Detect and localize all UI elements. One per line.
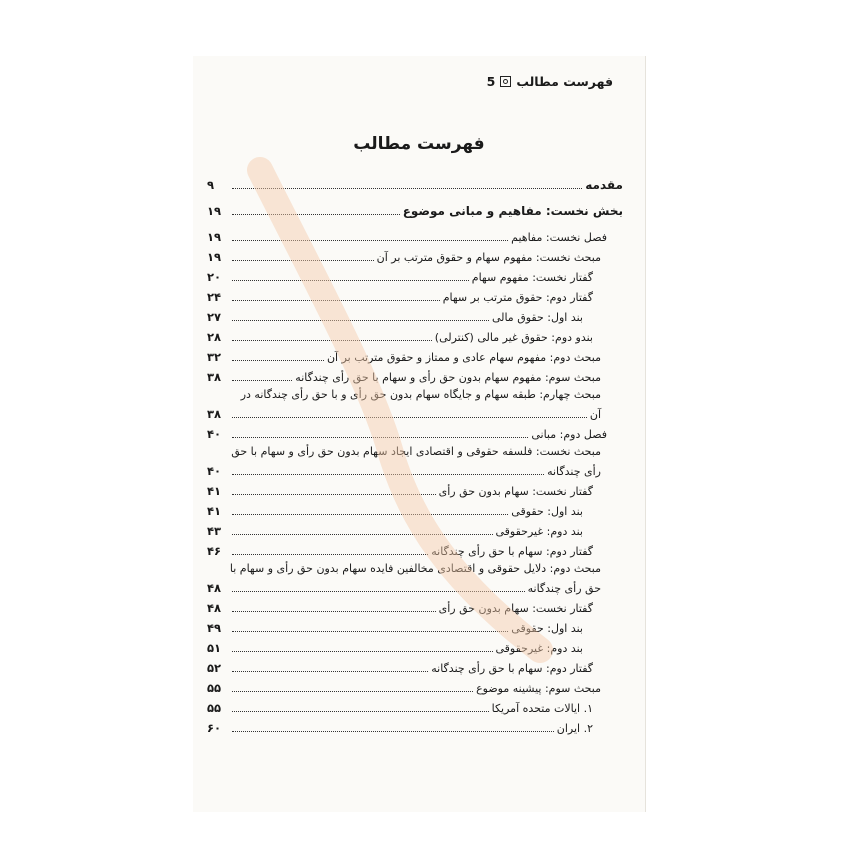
toc-entry[interactable] [207, 697, 623, 717]
toc-entry[interactable] [207, 560, 623, 597]
toc-entry[interactable] [207, 500, 623, 520]
toc-page-number: ۵۵ [207, 681, 222, 695]
toc-entry[interactable] [207, 366, 623, 386]
toc-entry[interactable] [207, 174, 623, 194]
toc-page-number: ۳۸ [207, 370, 222, 384]
dot-leader [232, 360, 324, 361]
dot-leader [232, 494, 436, 495]
toc-entry[interactable] [207, 540, 623, 560]
dot-leader [232, 611, 436, 612]
toc-entry-label: مبحث دوم: دلایل حقوقی و اقتصادی مخالفین فایده سهام بدون حق رأی و سهام با [229, 562, 601, 575]
toc-page-number: ۴۳ [207, 524, 222, 538]
toc-entry-label: مبحث چهارم: طبقه سهام و جایگاه سهام بدون حق رأی و با حق رأی چندگانه در [240, 388, 601, 401]
dot-leader [232, 340, 432, 341]
toc-entry-label: ۲. ایران [556, 722, 593, 735]
ornament-icon [500, 76, 511, 87]
dot-leader [232, 300, 440, 301]
toc-entry-label: بند اول: حقوق مالی [491, 311, 583, 324]
toc-entry-label-continued: رأی چندگانه [547, 465, 601, 478]
dot-leader [232, 691, 473, 692]
toc-page-number: ۵۵ [207, 701, 222, 715]
toc-entry[interactable] [207, 677, 623, 697]
toc-entry-label: بند اول: حقوقی [511, 622, 583, 635]
toc-entry-label: مبحث سوم: مفهوم سهام بدون حق رأی و سهام با حق رأی چندگانه [295, 371, 601, 384]
toc-entry[interactable] [207, 226, 623, 246]
toc-entry-label: گفتار نخست: سهام بدون حق رأی [438, 485, 593, 498]
toc-entry[interactable] [207, 617, 623, 637]
toc-entry-label: مبحث نخست: فلسفه حقوقی و اقتصادی ایجاد سهام بدون حق رأی و سهام با حق [231, 445, 601, 458]
dot-leader [232, 474, 544, 475]
dot-leader [232, 240, 508, 241]
toc-page-number: ۱۹ [207, 230, 222, 244]
toc-entry-label: بند اول: حقوقی [511, 505, 583, 518]
toc-page-number: ۲۸ [207, 330, 222, 344]
toc-page-number: ۴۶ [207, 544, 222, 558]
toc-entry[interactable] [207, 597, 623, 617]
toc-entry[interactable] [207, 200, 623, 220]
toc-entry-label: مقدمه [585, 178, 623, 192]
dot-leader [232, 711, 489, 712]
dot-leader [232, 214, 400, 215]
toc-entry-label: گفتار نخست: سهام بدون حق رأی [438, 602, 593, 615]
toc-entry-label-continued: حق رأی چندگانه [527, 582, 601, 595]
dot-leader [232, 731, 554, 732]
dot-leader [232, 554, 428, 555]
toc-entry-label: بند دوم: غیرحقوقی [495, 525, 583, 538]
toc-entry[interactable] [207, 520, 623, 540]
toc-page-number: ۲۰ [207, 270, 222, 284]
toc-page-number: ۲۴ [207, 290, 222, 304]
toc-entry[interactable] [207, 480, 623, 500]
running-head-title: فهرست مطالب [516, 74, 613, 89]
page-title: فهرست مطالب [353, 134, 485, 154]
toc-entry-label: بندو دوم: حقوق غیر مالی (کنترلی) [434, 331, 593, 344]
toc-page-number: ۴۰ [207, 464, 222, 478]
dot-leader [232, 437, 528, 438]
toc-entry-label-continued: آن [589, 408, 601, 421]
toc-entry-label: فصل نخست: مفاهیم [511, 231, 607, 244]
toc-entry[interactable] [207, 443, 623, 480]
toc-entry[interactable] [207, 423, 623, 443]
toc-entry[interactable] [207, 346, 623, 366]
toc-entry-label: ۱. ایالات متحده آمریکا [491, 702, 593, 715]
toc-entry-label: مبحث نخست: مفهوم سهام و حقوق مترتب بر آن [376, 251, 601, 264]
toc-page-number: ۵۱ [207, 641, 222, 655]
toc-page-number: ۱۹ [207, 250, 222, 264]
toc-page-number: ۲۷ [207, 310, 222, 324]
toc-entry[interactable] [207, 717, 623, 737]
toc-page-number: ۴۱ [207, 504, 222, 518]
toc-entry[interactable] [207, 306, 623, 326]
toc-page-number: ۴۸ [207, 601, 222, 615]
toc-entry[interactable] [207, 386, 623, 423]
toc-page-number: ۱۹ [207, 204, 222, 218]
dot-leader [232, 514, 508, 515]
dot-leader [232, 534, 493, 535]
toc-page-number: ۶۰ [207, 721, 222, 735]
running-head-page-number: 5 [486, 74, 496, 89]
toc-page-number: ۳۸ [207, 407, 222, 421]
toc-entry[interactable] [207, 637, 623, 657]
toc-entry-label: گفتار نخست: مفهوم سهام [471, 271, 593, 284]
toc-entry-label: مبحث دوم: مفهوم سهام عادی و ممتاز و حقوق مترتب بر آن [326, 351, 601, 364]
table-of-contents [207, 174, 623, 737]
toc-entry[interactable] [207, 266, 623, 286]
toc-page-number: ۴۸ [207, 581, 222, 595]
dot-leader [232, 260, 374, 261]
running-head [487, 74, 613, 89]
toc-entry[interactable] [207, 286, 623, 306]
dot-leader [232, 671, 428, 672]
toc-entry[interactable] [207, 326, 623, 346]
toc-entry-label: بند دوم: غیرحقوقی [495, 642, 583, 655]
dot-leader [232, 320, 489, 321]
dot-leader [232, 651, 493, 652]
toc-entry-label: گفتار دوم: سهام با حق رأی چندگانه [431, 545, 593, 558]
toc-entry-label: مبحث سوم: پیشینه موضوع [476, 682, 601, 695]
toc-entry-label: گفتار دوم: سهام با حق رأی چندگانه [431, 662, 593, 675]
toc-entry-label: بخش نخست: مفاهیم و مبانی موضوع [402, 204, 623, 218]
toc-page-number: ۴۹ [207, 621, 222, 635]
toc-page-number: ۴۰ [207, 427, 222, 441]
toc-page-number: ۴۱ [207, 484, 222, 498]
toc-entry-label: فصل دوم: مبانی [531, 428, 607, 441]
toc-page-number: ۳۲ [207, 350, 222, 364]
toc-page-number: ۵۲ [207, 661, 222, 675]
toc-entry[interactable] [207, 657, 623, 677]
dot-leader [232, 280, 469, 281]
dot-leader [232, 380, 292, 381]
book-page [193, 56, 646, 812]
dot-leader [232, 188, 582, 189]
dot-leader [232, 631, 508, 632]
toc-entry-label: گفتار دوم: حقوق مترتب بر سهام [442, 291, 593, 304]
toc-page-number: ۹ [207, 178, 215, 192]
dot-leader [232, 417, 587, 418]
toc-entry[interactable] [207, 246, 623, 266]
dot-leader [232, 591, 525, 592]
